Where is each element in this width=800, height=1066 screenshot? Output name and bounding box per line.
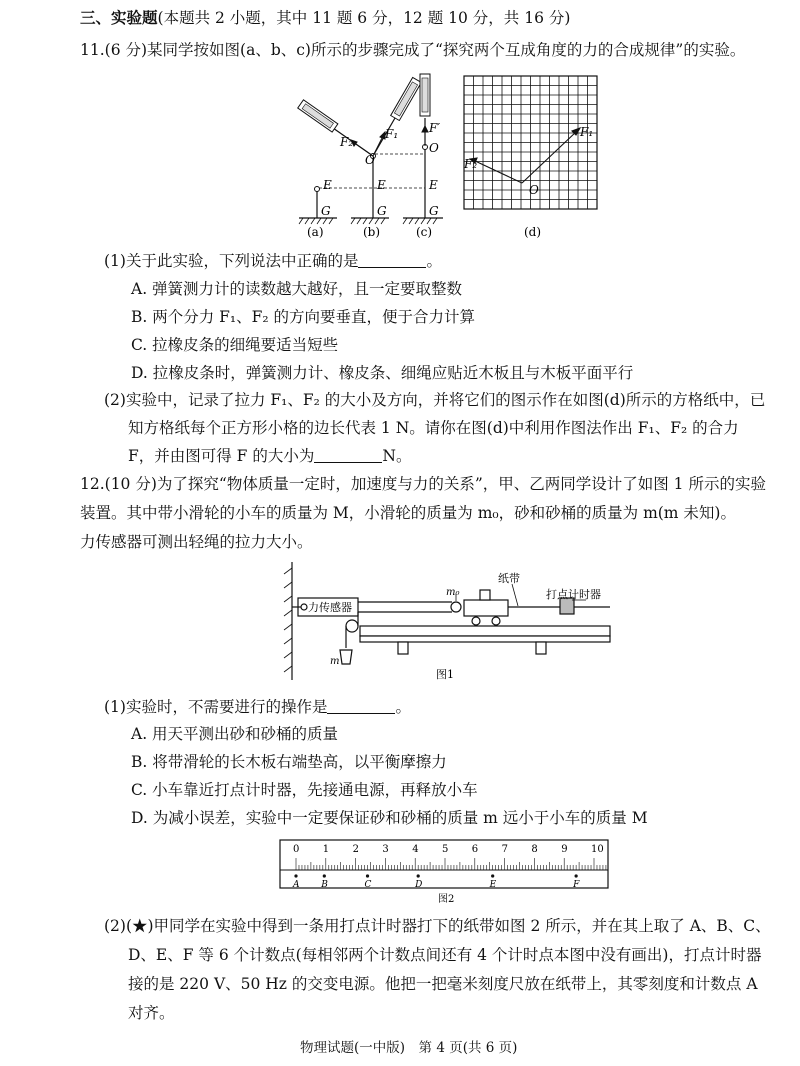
ruler-number: 5 <box>442 844 449 855</box>
tape-dot <box>294 874 297 877</box>
q12-line3: 力传感器可测出轻绳的拉力大小。 <box>80 533 313 551</box>
tape-point-label: C <box>364 880 372 890</box>
q11-p2-line3 <box>128 446 411 466</box>
ruler-number: 8 <box>531 844 538 855</box>
q11-p2-line1: (2)实验中，记录了拉力 F₁、F₂ 的大小及方向，并将它们的图示作在如图(d)所示的方格纸中，已 <box>104 391 766 409</box>
caption-fig1: 图1 <box>436 668 454 681</box>
label-E-b: E <box>377 178 386 192</box>
label-timer: 打点计时器 <box>546 588 601 601</box>
tape-point-label: D <box>415 880 423 890</box>
q12-p2-line2: D、E、F 等 6 个计数点(每相邻两个计数点间还有 4 个计时点本图中没有画出)，打点计时器 <box>128 946 762 964</box>
q11-p2-line2: 知方格纸每个正方形小格的边长代表 1 N。请你在图(d)中利用作图法作出 F₁、F₂ 的合力 <box>128 419 739 437</box>
label-G-c: G <box>429 204 439 218</box>
label-force-sensor: 力传感器 <box>308 601 352 614</box>
q11-option-c: C. 拉橡皮条的细绳要适当短些 <box>131 336 339 354</box>
tape-point-label: A <box>293 880 300 890</box>
label-E-c: E <box>429 178 438 192</box>
q11-figure-d-grid <box>462 74 602 238</box>
q12-p2-line3: 接的是 220 V、50 Hz 的交变电源。他把一把毫米刻度尺放在纸带上，其零刻度和计数点 A <box>128 975 758 993</box>
caption-a: (a) <box>307 225 324 238</box>
tape-point-label: B <box>321 880 328 890</box>
q12-option-b: B. 将带滑轮的长木板右端垫高，以平衡摩擦力 <box>131 753 447 771</box>
tape-dot <box>575 874 578 877</box>
answer-blank[interactable] <box>314 448 382 463</box>
caption-b: (b) <box>363 225 381 238</box>
label-O-c: O <box>429 141 439 155</box>
q12-line1: 12.(10 分)为了探究“物体质量一定时，加速度与力的关系”，甲、乙两同学设计了如图 1 所示的实验 <box>80 475 766 493</box>
tape-dot <box>417 874 420 877</box>
q12-p1-stem <box>104 697 411 717</box>
ruler-number: 9 <box>561 844 568 855</box>
label-O-b: O <box>365 153 375 167</box>
ruler-number: 7 <box>501 844 508 855</box>
q11-p2-unit: N。 <box>382 447 412 465</box>
answer-blank[interactable] <box>358 253 426 268</box>
tape-dot <box>366 874 369 877</box>
tape-dot <box>491 874 494 877</box>
q11-stem: 11.(6 分)某同学按如图(a、b、c)所示的步骤完成了“探究两个互成角度的力的合成规律”的实验。 <box>80 41 746 59</box>
label-F2: F₂ <box>340 135 354 149</box>
q12-p2-line4: 对齐。 <box>128 1004 175 1022</box>
ruler-number: 1 <box>322 844 330 855</box>
caption-d: (d) <box>524 225 542 238</box>
label-Fprime: F′ <box>429 121 441 135</box>
ruler-number: 0 <box>293 844 300 855</box>
tape-dot <box>323 874 326 877</box>
ruler-number: 6 <box>471 844 479 855</box>
tape-point-label: E <box>489 880 497 890</box>
q11-figure-abc <box>295 70 455 238</box>
label-F1: F₁ <box>385 127 399 141</box>
section-title: 三、实验题 <box>80 8 158 27</box>
q11-p1-text: (1)关于此实验，下列说法中正确的是 <box>104 252 359 270</box>
label-d-O: O <box>529 183 539 197</box>
q11-p1-end: 。 <box>426 252 442 270</box>
ruler-number: 4 <box>412 844 419 855</box>
q12-figure-1-apparatus <box>280 560 616 684</box>
q11-option-b: B. 两个分力 F₁、F₂ 的方向要垂直，便于合力计算 <box>131 308 476 326</box>
q12-p2-line1: (2)(★)甲同学在实验中得到一条用打点计时器打下的纸带如图 2 所示，并在其上取了 A、B、C、 <box>104 917 771 935</box>
label-G-a: G <box>321 204 331 218</box>
caption-fig2: 图2 <box>438 894 455 905</box>
q11-p1-stem <box>104 251 442 271</box>
ruler-number: 2 <box>352 844 359 855</box>
label-m: m <box>330 656 340 667</box>
caption-c: (c) <box>416 225 433 238</box>
q12-p1-text: (1)实验时，不需要进行的操作是 <box>104 698 328 716</box>
q12-line2: 装置。其中带小滑轮的小车的质量为 M，小滑轮的质量为 m₀，砂和砂桶的质量为 m(m 未知)。 <box>80 504 736 522</box>
label-d-F1: F₁ <box>580 125 594 139</box>
answer-blank[interactable] <box>327 699 395 714</box>
q12-option-a: A. 用天平测出砂和砂桶的质量 <box>131 725 339 743</box>
q11-option-d: D. 拉橡皮条时，弹簧测力计、橡皮条、细绳应贴近木板且与木板平面平行 <box>131 364 634 382</box>
label-G-b: G <box>377 204 387 218</box>
ruler-number: 10 <box>591 844 604 855</box>
ruler-number: 3 <box>382 844 389 855</box>
page-footer: 物理试题(一中版) 第 4 页(共 6 页) <box>300 1040 518 1056</box>
q12-figure-2-ruler-tape <box>278 836 614 906</box>
label-paper-tape: 纸带 <box>498 572 520 585</box>
label-d-F2: F₂ <box>464 157 478 171</box>
q12-p1-end: 。 <box>395 698 411 716</box>
label-m0: m₀ <box>446 587 460 598</box>
q12-option-d: D. 为减小误差，实验中一定要保证砂和砂桶的质量 m 远小于小车的质量 M <box>131 809 648 827</box>
tape-point-label: F <box>573 880 580 890</box>
section-note: (本题共 2 小题，其中 11 题 6 分，12 题 10 分，共 16 分) <box>157 9 571 27</box>
q11-p2-line3-text: F，并由图可得 F 的大小为 <box>128 447 315 465</box>
q11-option-a: A. 弹簧测力计的读数越大越好，且一定要取整数 <box>131 280 463 298</box>
label-E-a: E <box>323 178 332 192</box>
q12-option-c: C. 小车靠近打点计时器，先接通电源，再释放小车 <box>131 781 478 799</box>
section-header <box>80 8 570 28</box>
